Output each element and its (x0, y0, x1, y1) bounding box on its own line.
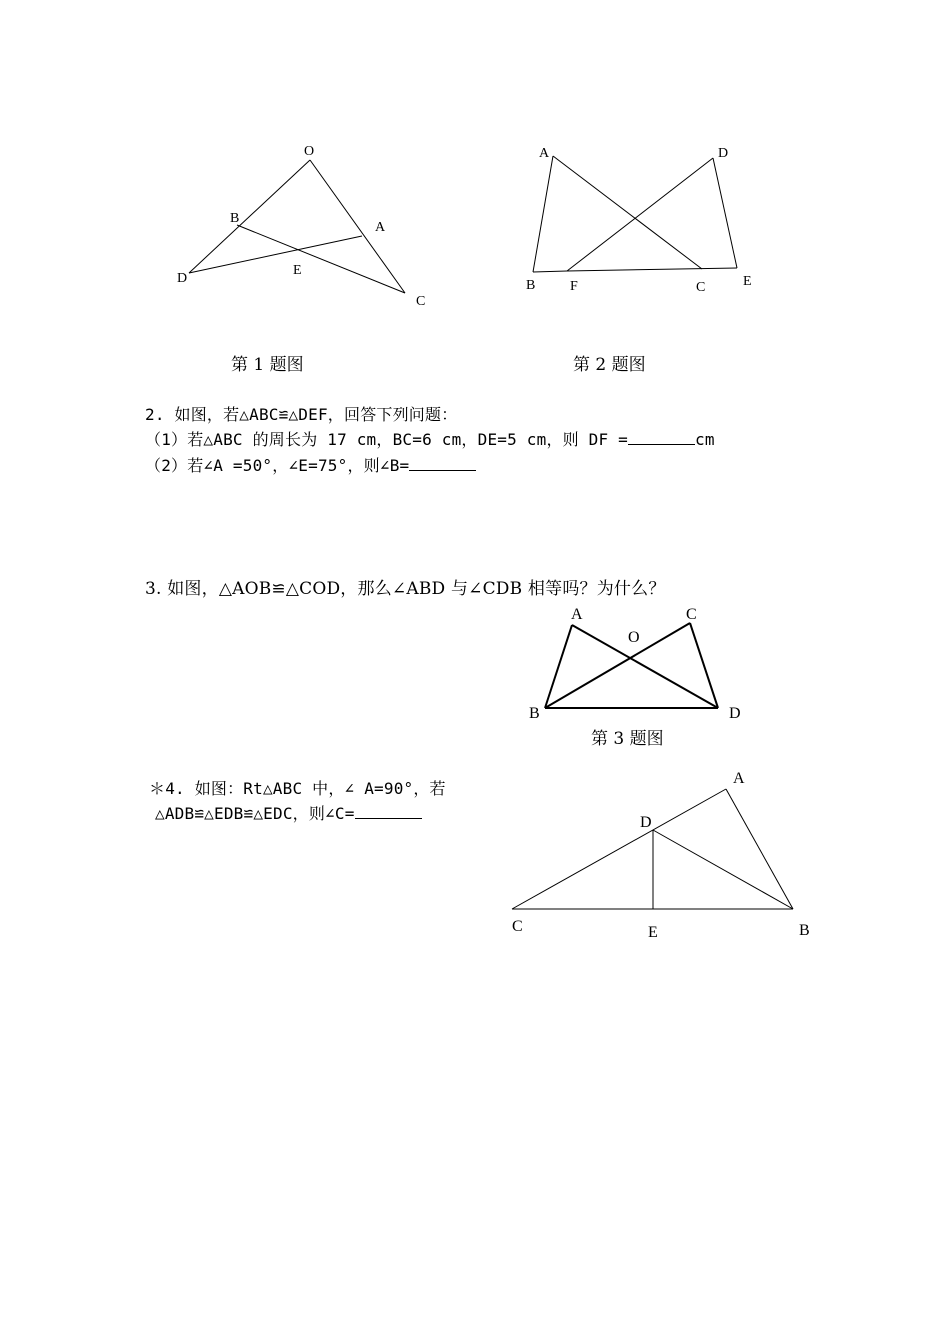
segment-FE (567, 268, 737, 271)
label-C: C (696, 280, 706, 295)
label-E: E (293, 263, 302, 278)
segment-CB (545, 623, 690, 708)
question-4-line-1: ＊4. 如图：Rt△ABC 中，∠ A=90°，若 (149, 779, 446, 798)
label-F: F (570, 279, 578, 294)
figure-3-caption: 第 3 题图 (591, 729, 664, 749)
segment-BF (533, 271, 567, 272)
figure-2-caption: 第 2 题图 (573, 355, 646, 375)
answer-blank-df[interactable] (628, 430, 695, 445)
label-C: C (416, 294, 426, 309)
part-2-text: （2）若∠A =50°，∠E=75°，则∠B= (145, 456, 410, 475)
label-A: A (571, 606, 583, 623)
question-2-part-2 (145, 453, 476, 476)
segment-AB (726, 789, 793, 909)
figure-3-diagram (0, 590, 950, 730)
segment-CA (512, 789, 726, 909)
label-B: B (529, 705, 540, 722)
label-B: B (799, 922, 810, 939)
label-O: O (304, 144, 315, 159)
segment-AB (533, 156, 553, 272)
figure-2-diagram (0, 0, 950, 330)
question-2-part-1 (145, 427, 715, 450)
answer-blank-angle-b[interactable] (409, 456, 476, 471)
label-E: E (648, 924, 658, 941)
question-3-text: 3. 如图，△AOB≌△COD，那么∠ABD 与∠CDB 相等吗？为什么？ (145, 579, 666, 599)
label-B: B (230, 211, 240, 226)
question-4-text: △ADB≌△EDB≌△EDC，则∠C= (155, 804, 355, 823)
segment-DB (653, 830, 793, 909)
segment-AD (572, 625, 718, 708)
label-D: D (718, 146, 729, 161)
question-2-intro: 2. 如图，若△ABC≌△DEF，回答下列问题： (145, 405, 458, 424)
label-A: A (733, 770, 745, 787)
label-D: D (177, 271, 188, 286)
segment-FD (567, 158, 713, 271)
label-B: B (526, 278, 536, 293)
segment-DE (713, 158, 737, 268)
segment-AC (553, 156, 702, 269)
label-C: C (686, 606, 697, 623)
label-D: D (729, 705, 741, 722)
label-E: E (743, 274, 752, 289)
label-D: D (640, 814, 652, 831)
label-A: A (375, 220, 386, 235)
figure-1-caption: 第 1 题图 (231, 355, 304, 375)
part-1-unit: cm (695, 430, 715, 449)
figure-4-diagram (0, 760, 950, 950)
part-1-text: （1）若△ABC 的周长为 17 cm，BC=6 cm，DE=5 cm，则 DF = (145, 430, 629, 449)
label-A: A (539, 146, 550, 161)
label-O: O (628, 629, 640, 646)
label-C: C (512, 918, 523, 935)
